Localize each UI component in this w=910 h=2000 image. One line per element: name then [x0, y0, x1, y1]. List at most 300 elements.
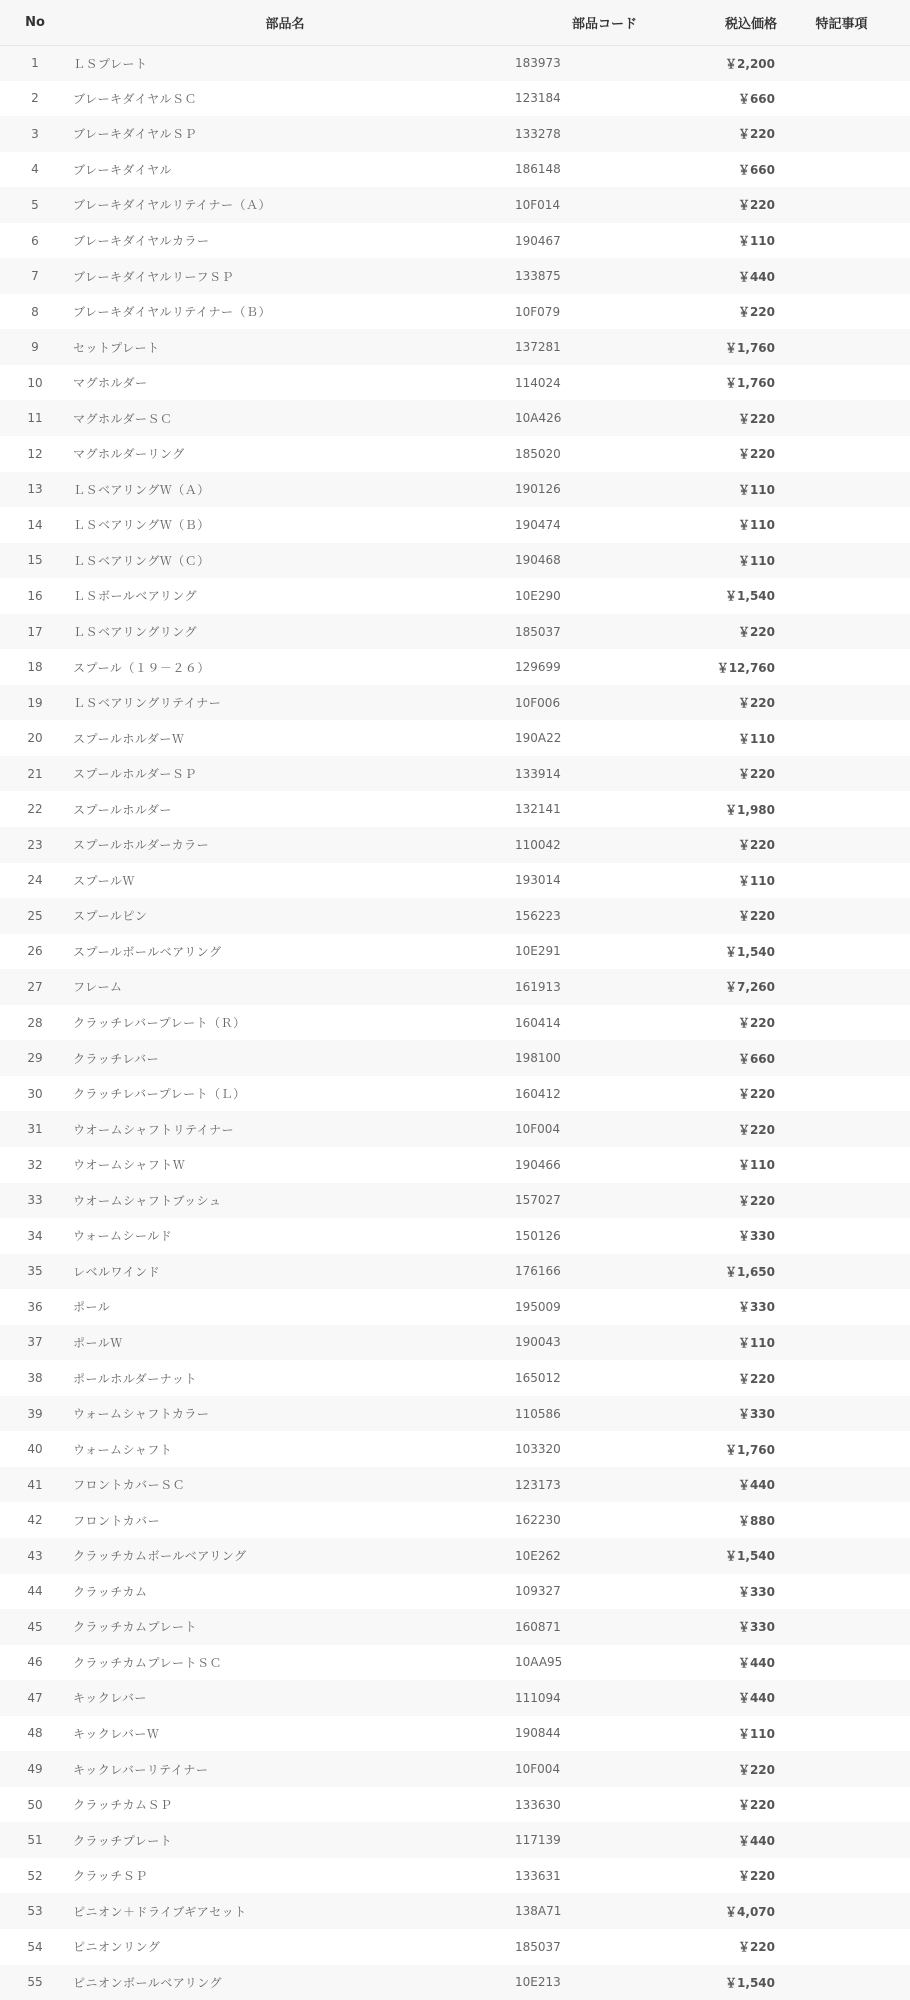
row-number: 48 [27, 1726, 43, 1741]
part-note [785, 1183, 910, 1219]
part-price: ￥12,760 [716, 660, 775, 675]
part-note [785, 1716, 910, 1752]
part-name: ピニオンリング [73, 1940, 161, 1955]
row-number: 25 [27, 908, 43, 923]
table-row [0, 1076, 910, 1112]
part-code: 193014 [515, 873, 561, 888]
part-name: ＬＳベアリングリング [73, 625, 198, 640]
table-row [0, 1396, 910, 1432]
part-name: ポールホルダーナット [73, 1371, 198, 1386]
row-number: 41 [27, 1477, 43, 1492]
part-note [785, 365, 910, 401]
table-row [0, 827, 910, 863]
part-price: ￥220 [737, 1371, 775, 1386]
part-note [785, 934, 910, 970]
part-name: ウォームシャフトカラー [73, 1407, 210, 1422]
part-note [785, 1538, 910, 1574]
part-name: スプールボールベアリング [73, 944, 222, 959]
table-row [0, 81, 910, 117]
part-code: 109327 [515, 1584, 561, 1599]
part-note [785, 400, 910, 436]
part-code: 190A22 [515, 731, 562, 746]
part-price: ￥1,540 [725, 1975, 775, 1990]
row-number: 43 [27, 1548, 43, 1563]
row-number: 54 [27, 1939, 43, 1954]
part-price: ￥7,260 [725, 980, 775, 995]
part-price: ￥110 [737, 873, 775, 888]
row-number: 1 [31, 56, 39, 71]
part-note [785, 720, 910, 756]
row-number: 53 [27, 1904, 43, 1919]
part-note [785, 578, 910, 614]
part-note [785, 1822, 910, 1858]
part-code: 10F006 [515, 695, 561, 710]
table-row [0, 1929, 910, 1965]
part-note [785, 1680, 910, 1716]
part-price: ￥220 [737, 1016, 775, 1031]
part-name: ウォームシャフト [73, 1442, 173, 1457]
part-code: 129699 [515, 660, 561, 675]
row-number: 27 [27, 979, 43, 994]
part-price: ￥110 [737, 731, 775, 746]
row-number: 55 [27, 1975, 43, 1990]
row-number: 13 [27, 482, 43, 497]
part-note [785, 187, 910, 223]
row-number: 20 [27, 731, 43, 746]
part-price: ￥220 [737, 1940, 775, 1955]
part-name: スプールホルダー [73, 802, 172, 817]
table-row [0, 400, 910, 436]
row-number: 6 [31, 233, 39, 248]
part-price: ￥2,200 [725, 56, 775, 71]
part-note [785, 1431, 910, 1467]
part-note [785, 1609, 910, 1645]
table-row [0, 365, 910, 401]
part-price: ￥1,980 [725, 802, 775, 817]
row-number: 47 [27, 1690, 43, 1705]
table-row [0, 1431, 910, 1467]
part-name: ピニオンボールベアリング [73, 1975, 223, 1990]
table-row [0, 1254, 910, 1290]
part-note [785, 1289, 910, 1325]
row-number: 18 [27, 660, 43, 675]
part-name: クラッチレバー [73, 1051, 160, 1066]
part-code: 185020 [515, 446, 561, 461]
part-name: ＬＳボールベアリング [73, 589, 198, 604]
row-number: 46 [27, 1655, 43, 1670]
table-row [0, 1716, 910, 1752]
part-note [785, 1005, 910, 1041]
part-code: 190467 [515, 233, 561, 248]
row-number: 45 [27, 1619, 43, 1634]
table-row [0, 436, 910, 472]
part-code: 133875 [515, 269, 561, 284]
part-price: ￥220 [737, 1193, 775, 1208]
table-row [0, 258, 910, 294]
row-number: 31 [27, 1122, 43, 1137]
part-note [785, 969, 910, 1005]
row-number: 7 [31, 269, 39, 284]
part-code: 123173 [515, 1477, 561, 1492]
header-part-name: 部品名 [70, 0, 500, 45]
part-note [785, 223, 910, 259]
part-code: 133914 [515, 766, 561, 781]
table-row [0, 1538, 910, 1574]
part-code: 162230 [515, 1513, 561, 1528]
part-note [785, 685, 910, 721]
part-note [785, 81, 910, 117]
part-code: 110586 [515, 1406, 561, 1421]
part-name: ポール [73, 1300, 111, 1315]
part-price: ￥330 [737, 1300, 775, 1315]
row-number: 11 [27, 411, 43, 426]
part-note [785, 152, 910, 188]
part-price: ￥220 [737, 447, 775, 462]
table-row [0, 329, 910, 365]
table-row [0, 1005, 910, 1041]
part-price: ￥220 [737, 1762, 775, 1777]
part-name: ＬＳプレート [73, 56, 148, 71]
part-name: ＬＳベアリングＷ（Ａ） [73, 482, 210, 497]
table-row [0, 791, 910, 827]
part-name: ブレーキダイヤルカラー [73, 234, 210, 248]
part-name: ＬＳベアリングＷ（Ｂ） [73, 518, 210, 533]
row-number: 34 [27, 1228, 43, 1243]
part-code: 103320 [515, 1442, 561, 1457]
part-note [785, 1040, 910, 1076]
part-name: フロントカバー [73, 1513, 161, 1528]
part-price: ￥880 [737, 1513, 775, 1528]
row-number: 23 [27, 837, 43, 852]
part-price: ￥1,760 [725, 340, 775, 355]
part-name: ウオームシャフトリテイナー [73, 1122, 235, 1137]
part-name: ＬＳベアリングＷ（Ｃ） [73, 553, 210, 568]
part-note [785, 294, 910, 330]
table-row [0, 1680, 910, 1716]
part-price: ￥220 [737, 696, 775, 711]
part-price: ￥220 [737, 1122, 775, 1137]
part-code: 10F079 [515, 304, 561, 319]
part-note [785, 1396, 910, 1432]
part-price: ￥1,760 [725, 1442, 775, 1457]
part-code: 185037 [515, 624, 561, 639]
row-number: 42 [27, 1513, 43, 1528]
part-name: クラッチカムボールベアリング [73, 1549, 247, 1564]
part-price: ￥1,760 [725, 376, 775, 391]
row-number: 17 [27, 624, 43, 639]
table-row [0, 898, 910, 934]
part-note [785, 1111, 910, 1147]
part-name: クラッチカムＳＰ [73, 1798, 173, 1813]
part-price: ￥440 [737, 269, 775, 284]
part-price: ￥440 [737, 1691, 775, 1706]
table-row [0, 152, 910, 188]
part-note [785, 791, 910, 827]
part-code: 157027 [515, 1193, 561, 1208]
part-code: 10F004 [515, 1762, 561, 1777]
part-price: ￥110 [737, 1158, 775, 1173]
part-name: スプールホルダーカラー [73, 838, 210, 853]
table-row [0, 45, 910, 81]
part-code: 10E262 [515, 1548, 561, 1563]
part-code: 183973 [515, 56, 561, 71]
part-code: 156223 [515, 908, 561, 923]
part-code: 10F014 [515, 197, 561, 212]
part-price: ￥440 [737, 1833, 775, 1848]
part-code: 160871 [515, 1619, 561, 1634]
row-number: 33 [27, 1193, 43, 1208]
row-number: 29 [27, 1051, 43, 1066]
part-code: 161913 [515, 979, 561, 994]
table-row [0, 116, 910, 152]
table-row [0, 472, 910, 508]
part-name: フレーム [73, 980, 123, 995]
table-row [0, 685, 910, 721]
part-code: 10F004 [515, 1122, 561, 1137]
part-note [785, 1574, 910, 1610]
table-row [0, 1147, 910, 1183]
row-number: 21 [27, 766, 43, 781]
table-row [0, 1183, 910, 1219]
part-name: スプールホルダーＷ [73, 731, 185, 746]
part-name: スプールピン [73, 909, 148, 924]
part-name: キックレバー [73, 1691, 147, 1706]
part-name: ウオームシャフトＷ [73, 1158, 186, 1173]
part-name: ウォームシールド [73, 1229, 173, 1244]
part-note [785, 649, 910, 685]
part-name: キックレバーＷ [73, 1726, 160, 1741]
part-name: マグホルダー [73, 376, 148, 391]
part-name: ブレーキダイヤルＳＣ [73, 91, 198, 106]
part-price: ￥1,540 [725, 1549, 775, 1564]
table-row [0, 1822, 910, 1858]
part-name: マグホルダーＳＣ [73, 411, 173, 426]
part-name: クラッチプレート [73, 1833, 173, 1848]
part-name: セットプレート [73, 340, 160, 355]
table-row [0, 1574, 910, 1610]
part-name: スプール（１９－２６） [73, 660, 210, 675]
part-code: 186148 [515, 162, 561, 177]
part-note [785, 1076, 910, 1112]
part-name: クラッチレバープレート（Ｒ） [73, 1016, 246, 1031]
table-row [0, 863, 910, 899]
row-number: 14 [27, 517, 43, 532]
part-note [785, 1751, 910, 1787]
row-number: 22 [27, 802, 43, 817]
table-row [0, 756, 910, 792]
part-name: レベルワインド [73, 1264, 161, 1279]
part-note [785, 1965, 910, 2000]
part-price: ￥1,540 [725, 589, 775, 604]
part-price: ￥1,650 [725, 1264, 775, 1279]
row-number: 36 [27, 1299, 43, 1314]
part-code: 10E213 [515, 1975, 561, 1990]
part-code: 114024 [515, 375, 561, 390]
part-price: ￥330 [737, 1229, 775, 1244]
part-name: クラッチレバープレート（Ｌ） [73, 1087, 246, 1102]
table-row [0, 187, 910, 223]
part-name: ＬＳベアリングリテイナー [73, 696, 222, 711]
part-code: 165012 [515, 1371, 561, 1385]
part-code: 10AA95 [515, 1655, 563, 1670]
row-number: 38 [27, 1371, 43, 1385]
row-number: 5 [31, 197, 39, 212]
row-number: 3 [31, 126, 39, 141]
part-note [785, 827, 910, 863]
row-number: 28 [27, 1015, 43, 1030]
part-code: 150126 [515, 1228, 561, 1243]
part-code: 10E290 [515, 588, 561, 603]
header-part-code: 部品コード [500, 0, 657, 45]
table-row [0, 1502, 910, 1538]
part-price: ￥220 [737, 1087, 775, 1102]
part-name: フロントカバーＳＣ [73, 1478, 186, 1493]
part-name: ブレーキダイヤル [73, 162, 173, 177]
part-note [785, 1467, 910, 1503]
part-note [785, 898, 910, 934]
table-row [0, 294, 910, 330]
part-price: ￥220 [737, 305, 775, 320]
table-row [0, 934, 910, 970]
part-note [785, 1502, 910, 1538]
part-code: 111094 [515, 1690, 561, 1705]
part-price: ￥660 [737, 162, 775, 177]
part-note [785, 1218, 910, 1254]
part-note [785, 1929, 910, 1965]
part-note [785, 329, 910, 365]
part-price: ￥220 [737, 198, 775, 213]
part-note [785, 1893, 910, 1929]
part-code: 137281 [515, 340, 561, 355]
table-row [0, 1893, 910, 1929]
table-row [0, 1325, 910, 1361]
part-code: 110042 [515, 837, 561, 852]
part-price: ￥220 [737, 1798, 775, 1813]
part-name: クラッチカムプレート [73, 1620, 198, 1635]
table-row [0, 649, 910, 685]
part-price: ￥330 [737, 1407, 775, 1422]
part-code: 190844 [515, 1726, 561, 1741]
part-code: 123184 [515, 91, 561, 106]
part-note [785, 863, 910, 899]
part-note [785, 1360, 910, 1396]
part-name: スプールＷ [73, 873, 135, 888]
part-note [785, 1254, 910, 1290]
part-price: ￥4,070 [725, 1904, 775, 1919]
table-row [0, 1467, 910, 1503]
table-row [0, 578, 910, 614]
part-price: ￥220 [737, 625, 775, 640]
part-note [785, 1325, 910, 1361]
part-name: ポールＷ [73, 1335, 123, 1350]
part-price: ￥330 [737, 1584, 775, 1599]
part-price: ￥440 [737, 1655, 775, 1670]
row-number: 4 [31, 162, 39, 177]
row-number: 32 [27, 1157, 43, 1172]
row-number: 37 [27, 1335, 43, 1350]
row-number: 8 [31, 304, 39, 319]
table-row [0, 969, 910, 1005]
part-price: ￥220 [737, 1869, 775, 1884]
part-note [785, 472, 910, 508]
part-code: 195009 [515, 1299, 561, 1314]
part-code: 190126 [515, 482, 561, 497]
table-row [0, 543, 910, 579]
table-row [0, 1360, 910, 1396]
part-note [785, 1147, 910, 1183]
part-note [785, 614, 910, 650]
part-name: スプールホルダーＳＰ [73, 767, 197, 782]
table-row [0, 720, 910, 756]
row-number: 50 [27, 1797, 43, 1812]
part-name: クラッチカムプレートＳＣ [73, 1655, 223, 1670]
table-row [0, 1645, 910, 1681]
header-no: No [0, 0, 70, 45]
part-price: ￥660 [737, 91, 775, 106]
part-code: 117139 [515, 1833, 561, 1848]
header-price: 税込価格 [657, 0, 785, 45]
part-code: 132141 [515, 802, 561, 817]
part-name: ブレーキダイヤルリーフＳＰ [73, 269, 234, 284]
part-note [785, 45, 910, 81]
table-row [0, 1787, 910, 1823]
part-code: 198100 [515, 1051, 561, 1066]
row-number: 16 [27, 588, 43, 603]
part-price: ￥220 [737, 909, 775, 924]
table-row [0, 1111, 910, 1147]
row-number: 2 [31, 91, 39, 106]
part-price: ￥220 [737, 767, 775, 782]
part-name: キックレバーリテイナー [73, 1762, 209, 1777]
part-price: ￥110 [737, 482, 775, 497]
table-row [0, 1751, 910, 1787]
table-row [0, 1040, 910, 1076]
part-note [785, 1645, 910, 1681]
part-code: 133631 [515, 1868, 561, 1883]
table-row [0, 1289, 910, 1325]
part-code: 190468 [515, 553, 561, 568]
part-code: 10A426 [515, 411, 562, 426]
part-price: ￥110 [737, 518, 775, 533]
table-row [0, 507, 910, 543]
row-number: 44 [27, 1584, 43, 1599]
part-name: ブレーキダイヤルＳＰ [73, 127, 198, 142]
part-note [785, 258, 910, 294]
part-code: 190466 [515, 1157, 561, 1172]
table-body [0, 45, 910, 2000]
row-number: 39 [27, 1406, 43, 1421]
row-number: 49 [27, 1762, 43, 1777]
table-row [0, 1858, 910, 1894]
row-number: 15 [27, 553, 43, 568]
part-price: ￥110 [737, 553, 775, 568]
part-note [785, 436, 910, 472]
part-name: クラッチカム [73, 1584, 148, 1599]
table-row [0, 223, 910, 259]
row-number: 30 [27, 1086, 43, 1101]
row-number: 19 [27, 695, 43, 710]
part-price: ￥110 [737, 1335, 775, 1350]
part-name: ブレーキダイヤルリテイナー（Ａ） [73, 198, 271, 213]
part-code: 133278 [515, 126, 561, 141]
part-code: 133630 [515, 1797, 561, 1812]
header-row [0, 0, 910, 45]
part-price: ￥220 [737, 411, 775, 426]
table-row [0, 1965, 910, 2000]
header-notes: 特記事項 [785, 0, 910, 45]
part-code: 190043 [515, 1335, 561, 1350]
table-row [0, 614, 910, 650]
